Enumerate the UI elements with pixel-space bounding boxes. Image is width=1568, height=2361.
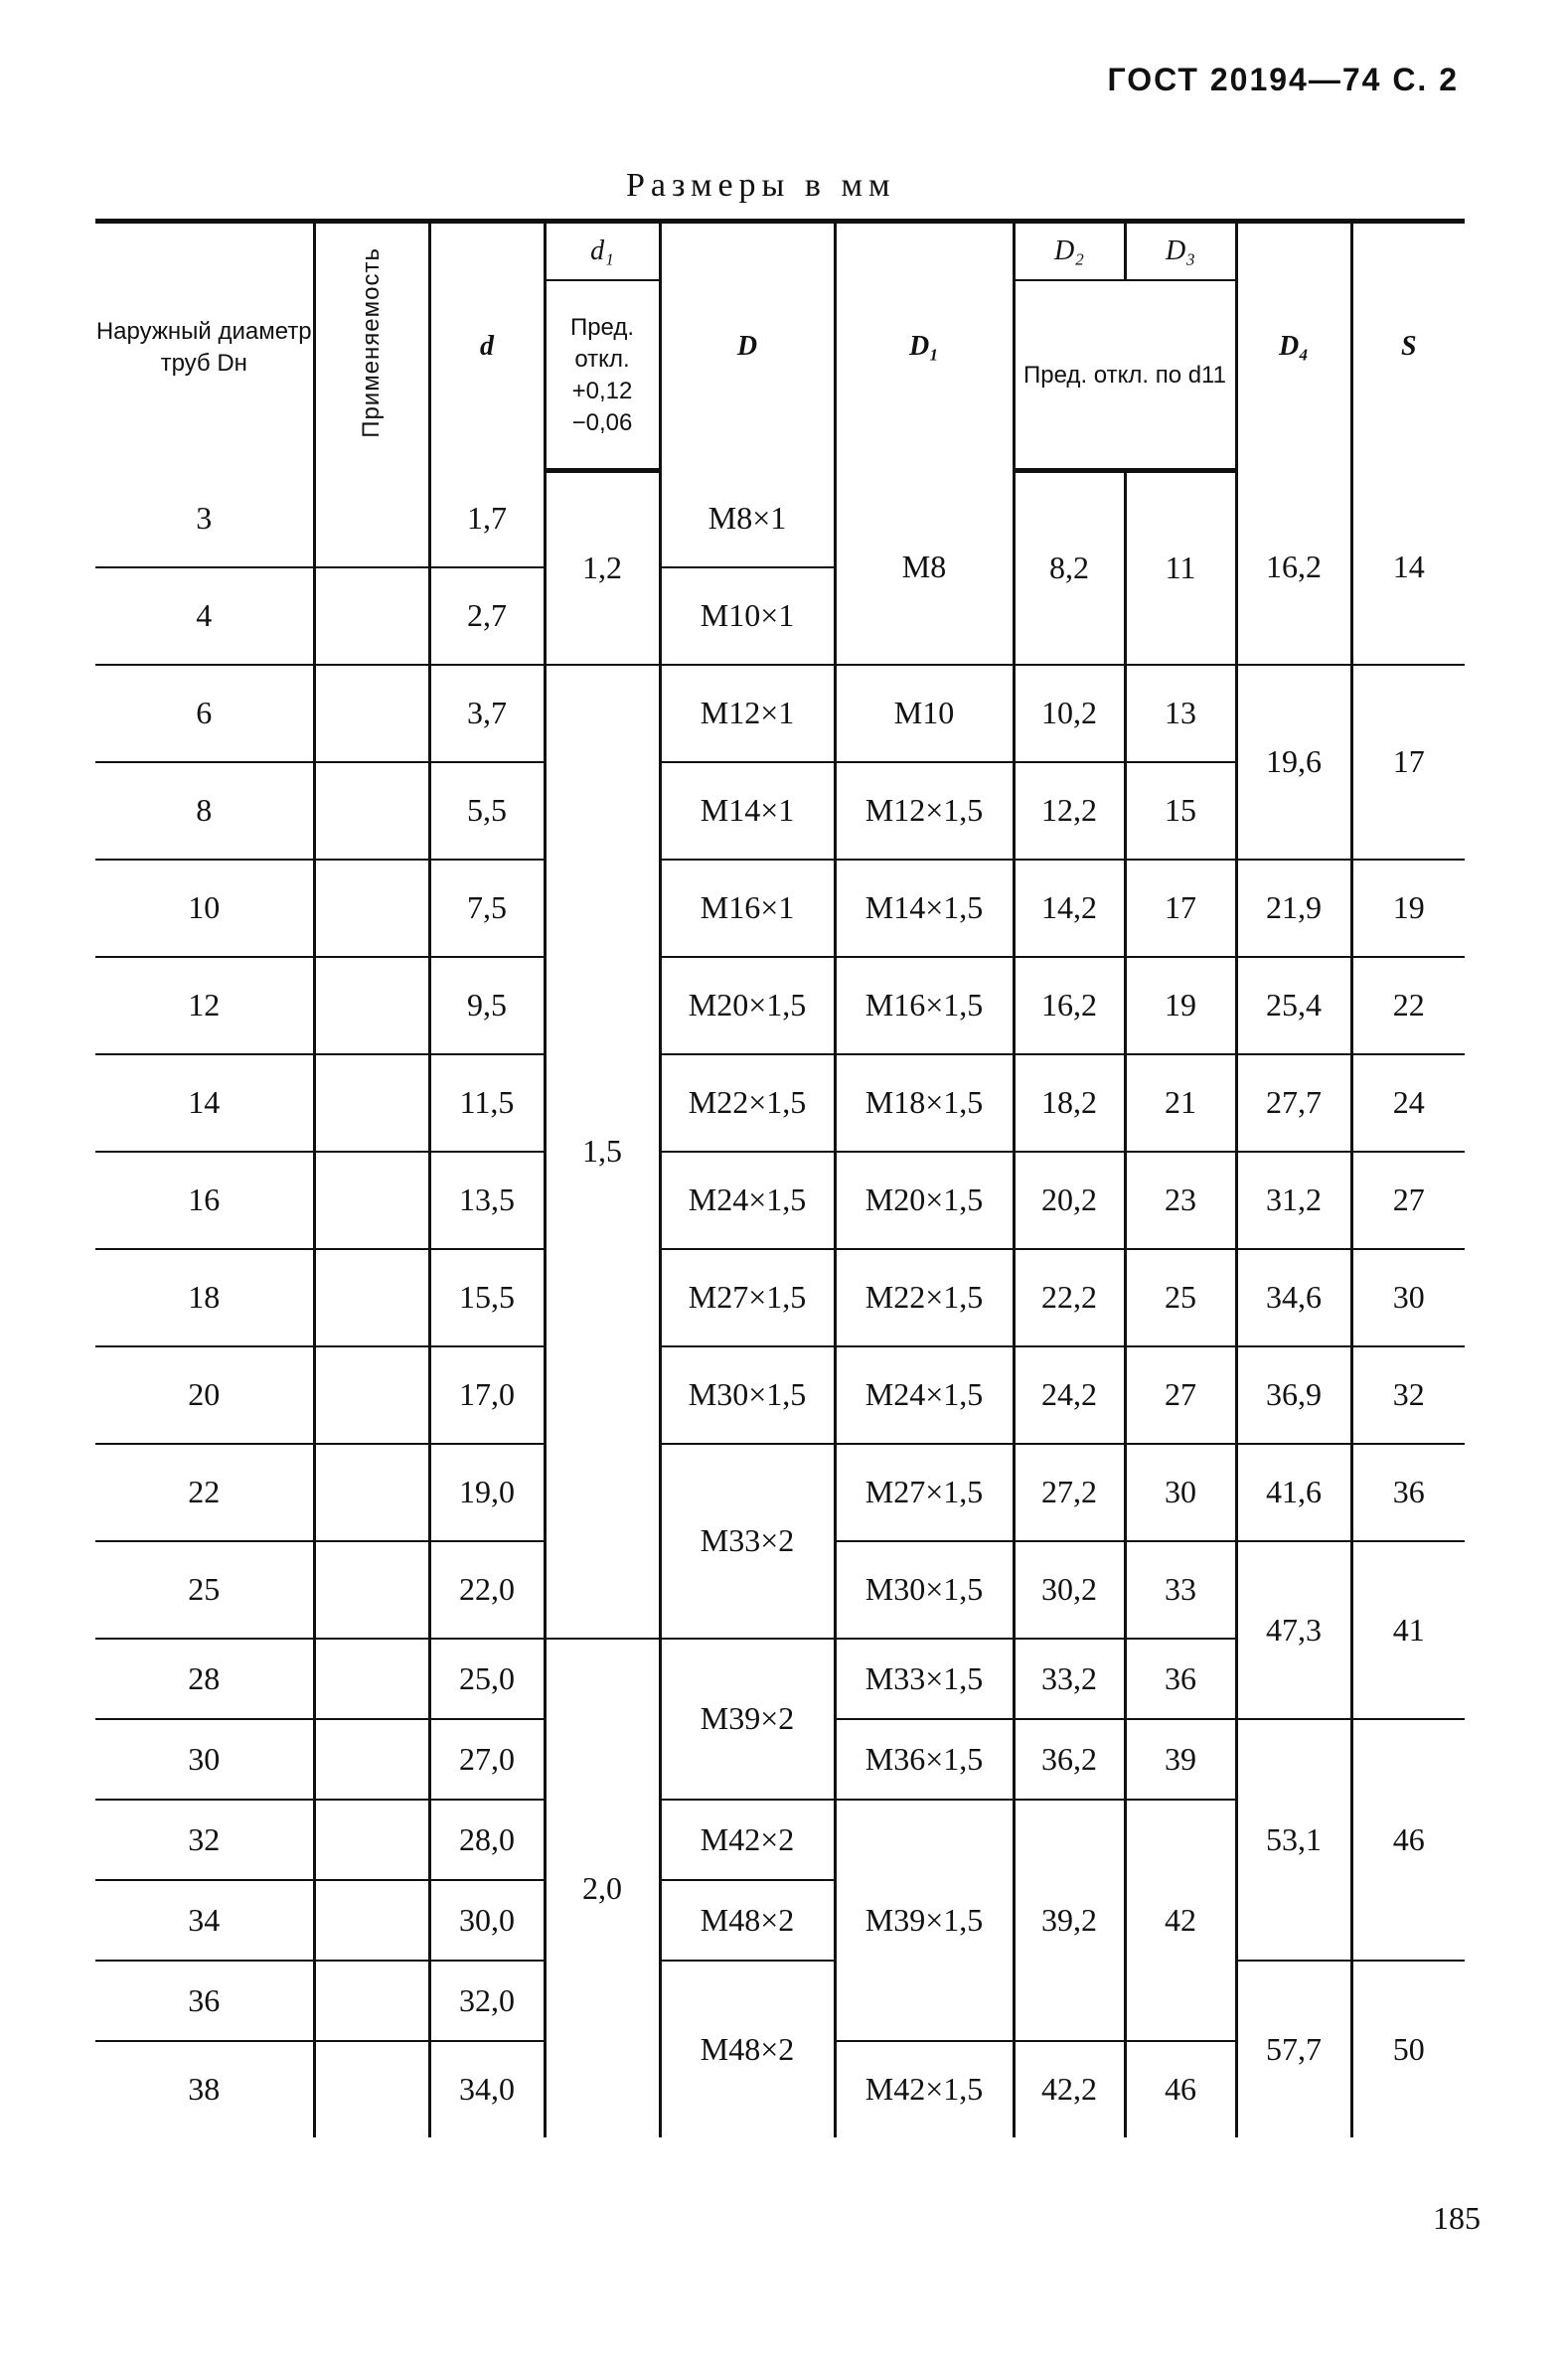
cell-D3: 30: [1125, 1444, 1236, 1541]
cell-D: M42×2: [660, 1800, 835, 1880]
cell-dn: 30: [95, 1719, 314, 1800]
cell-D2: 18,2: [1014, 1054, 1125, 1152]
cell-D4: 19,6: [1236, 665, 1351, 860]
cell-D1: M18×1,5: [835, 1054, 1014, 1152]
cell-d: 22,0: [429, 1541, 545, 1639]
cell-dn: 4: [95, 567, 314, 665]
cell-S: 22: [1351, 957, 1465, 1054]
cell-S: 27: [1351, 1152, 1465, 1249]
cell-D: M48×2: [660, 1880, 835, 1961]
cell-D1: M16×1,5: [835, 957, 1014, 1054]
cell-dn: 32: [95, 1800, 314, 1880]
col-header-dn: Наружный диаметр труб Dн: [95, 222, 314, 471]
col-header-D4: D₄: [1236, 222, 1351, 471]
col-header-D3: D₃: [1125, 222, 1236, 281]
cell-D1: M42×1,5: [835, 2041, 1014, 2137]
cell-d: 34,0: [429, 2041, 545, 2137]
cell-dn: 10: [95, 860, 314, 957]
cell-applicability: [314, 1054, 429, 1152]
cell-dn: 14: [95, 1054, 314, 1152]
cell-D4: 57,7: [1236, 1961, 1351, 2137]
document-header: ГОСТ 20194—74 С. 2: [1107, 62, 1459, 97]
cell-D: M12×1: [660, 665, 835, 762]
cell-S: 30: [1351, 1249, 1465, 1346]
cell-D1: M12×1,5: [835, 762, 1014, 860]
cell-dn: 8: [95, 762, 314, 860]
table-caption: Размеры в мм: [626, 167, 896, 204]
cell-D3: 17: [1125, 860, 1236, 957]
cell-applicability: [314, 1346, 429, 1444]
cell-D1: M36×1,5: [835, 1719, 1014, 1800]
cell-S: 14: [1351, 471, 1465, 665]
cell-D: M48×2: [660, 1961, 835, 2137]
cell-applicability: [314, 860, 429, 957]
cell-applicability: [314, 1880, 429, 1961]
cell-d: 17,0: [429, 1346, 545, 1444]
cell-D: M20×1,5: [660, 957, 835, 1054]
cell-D: M30×1,5: [660, 1346, 835, 1444]
cell-dn: 22: [95, 1444, 314, 1541]
cell-D1: M8: [835, 471, 1014, 665]
cell-d1: 1,5: [545, 665, 660, 1639]
cell-dn: 12: [95, 957, 314, 1054]
cell-D2: 24,2: [1014, 1346, 1125, 1444]
cell-d: 25,0: [429, 1639, 545, 1719]
cell-d: 13,5: [429, 1152, 545, 1249]
cell-D: M24×1,5: [660, 1152, 835, 1249]
cell-D: M10×1: [660, 567, 835, 665]
cell-applicability: [314, 665, 429, 762]
cell-D4: 16,2: [1236, 471, 1351, 665]
cell-D3: 36: [1125, 1639, 1236, 1719]
cell-d: 7,5: [429, 860, 545, 957]
cell-D3: 23: [1125, 1152, 1236, 1249]
cell-dn: 3: [95, 471, 314, 567]
col-header-D2-D3-tolerance: Пред. откл. по d11: [1014, 280, 1236, 471]
cell-D1: M27×1,5: [835, 1444, 1014, 1541]
cell-d: 28,0: [429, 1800, 545, 1880]
cell-dn: 25: [95, 1541, 314, 1639]
cell-applicability: [314, 1152, 429, 1249]
cell-D3: 46: [1125, 2041, 1236, 2137]
cell-D3: 33: [1125, 1541, 1236, 1639]
cell-D4: 47,3: [1236, 1541, 1351, 1719]
col-header-S: S: [1351, 222, 1465, 471]
cell-D3: 11: [1125, 471, 1236, 665]
cell-D3: 39: [1125, 1719, 1236, 1800]
cell-D4: 25,4: [1236, 957, 1351, 1054]
cell-D4: 27,7: [1236, 1054, 1351, 1152]
cell-applicability: [314, 1800, 429, 1880]
dimensions-table: [95, 219, 1465, 2137]
cell-dn: 6: [95, 665, 314, 762]
cell-D3: 42: [1125, 1800, 1236, 2041]
cell-dn: 18: [95, 1249, 314, 1346]
cell-d: 32,0: [429, 1961, 545, 2041]
cell-applicability: [314, 1639, 429, 1719]
cell-D1: M14×1,5: [835, 860, 1014, 957]
cell-D4: 21,9: [1236, 860, 1351, 957]
cell-d: 1,7: [429, 471, 545, 567]
cell-dn: 34: [95, 1880, 314, 1961]
cell-D4: 31,2: [1236, 1152, 1351, 1249]
cell-D3: 25: [1125, 1249, 1236, 1346]
cell-D: M8×1: [660, 471, 835, 567]
cell-applicability: [314, 1541, 429, 1639]
cell-dn: 36: [95, 1961, 314, 2041]
cell-S: 46: [1351, 1719, 1465, 1961]
cell-d: 5,5: [429, 762, 545, 860]
col-header-applicability: Применяемость: [314, 222, 429, 471]
cell-D4: 53,1: [1236, 1719, 1351, 1961]
cell-S: 17: [1351, 665, 1465, 860]
cell-dn: 20: [95, 1346, 314, 1444]
page-number: 185: [1433, 2200, 1481, 2236]
cell-D4: 34,6: [1236, 1249, 1351, 1346]
cell-d: 9,5: [429, 957, 545, 1054]
cell-d: 19,0: [429, 1444, 545, 1541]
cell-applicability: [314, 471, 429, 567]
cell-D3: 27: [1125, 1346, 1236, 1444]
cell-S: 36: [1351, 1444, 1465, 1541]
col-header-d1: d₁: [545, 222, 660, 281]
cell-D1: M33×1,5: [835, 1639, 1014, 1719]
cell-applicability: [314, 762, 429, 860]
cell-dn: 28: [95, 1639, 314, 1719]
col-header-D1: D₁: [835, 222, 1014, 471]
cell-D2: 20,2: [1014, 1152, 1125, 1249]
cell-D: M39×2: [660, 1639, 835, 1800]
cell-D2: 12,2: [1014, 762, 1125, 860]
cell-D2: 10,2: [1014, 665, 1125, 762]
cell-D2: 42,2: [1014, 2041, 1125, 2137]
cell-D3: 21: [1125, 1054, 1236, 1152]
cell-D2: 39,2: [1014, 1800, 1125, 2041]
cell-d: 11,5: [429, 1054, 545, 1152]
col-header-D2: D₂: [1014, 222, 1125, 281]
cell-applicability: [314, 1444, 429, 1541]
cell-D2: 14,2: [1014, 860, 1125, 957]
cell-S: 19: [1351, 860, 1465, 957]
cell-D: M14×1: [660, 762, 835, 860]
cell-D: M16×1: [660, 860, 835, 957]
cell-D2: 30,2: [1014, 1541, 1125, 1639]
cell-d: 27,0: [429, 1719, 545, 1800]
cell-D1: M39×1,5: [835, 1800, 1014, 2041]
cell-D4: 36,9: [1236, 1346, 1351, 1444]
col-header-D: D: [660, 222, 835, 471]
cell-D1: M10: [835, 665, 1014, 762]
cell-S: 24: [1351, 1054, 1465, 1152]
cell-d: 15,5: [429, 1249, 545, 1346]
cell-D: M22×1,5: [660, 1054, 835, 1152]
cell-D: M27×1,5: [660, 1249, 835, 1346]
cell-D1: M20×1,5: [835, 1152, 1014, 1249]
cell-d: 3,7: [429, 665, 545, 762]
cell-D3: 15: [1125, 762, 1236, 860]
cell-D2: 27,2: [1014, 1444, 1125, 1541]
cell-D2: 22,2: [1014, 1249, 1125, 1346]
cell-D2: 33,2: [1014, 1639, 1125, 1719]
cell-applicability: [314, 567, 429, 665]
cell-D1: M22×1,5: [835, 1249, 1014, 1346]
cell-D: M33×2: [660, 1444, 835, 1639]
cell-applicability: [314, 1719, 429, 1800]
cell-applicability: [314, 1961, 429, 2041]
cell-dn: 38: [95, 2041, 314, 2137]
cell-d: 30,0: [429, 1880, 545, 1961]
cell-d1: 1,2: [545, 471, 660, 665]
col-header-d: d: [429, 222, 545, 471]
cell-S: 32: [1351, 1346, 1465, 1444]
cell-d: 2,7: [429, 567, 545, 665]
cell-S: 41: [1351, 1541, 1465, 1719]
cell-D4: 41,6: [1236, 1444, 1351, 1541]
cell-D2: 16,2: [1014, 957, 1125, 1054]
col-header-d1-tolerance: Пред. откл. +0,12 −0,06: [545, 280, 660, 471]
cell-d1: 2,0: [545, 1639, 660, 2137]
cell-D2: 36,2: [1014, 1719, 1125, 1800]
cell-D1: M30×1,5: [835, 1541, 1014, 1639]
cell-D2: 8,2: [1014, 471, 1125, 665]
cell-D3: 19: [1125, 957, 1236, 1054]
cell-applicability: [314, 2041, 429, 2137]
cell-D3: 13: [1125, 665, 1236, 762]
cell-D1: M24×1,5: [835, 1346, 1014, 1444]
cell-dn: 16: [95, 1152, 314, 1249]
cell-applicability: [314, 957, 429, 1054]
cell-applicability: [314, 1249, 429, 1346]
cell-S: 50: [1351, 1961, 1465, 2137]
